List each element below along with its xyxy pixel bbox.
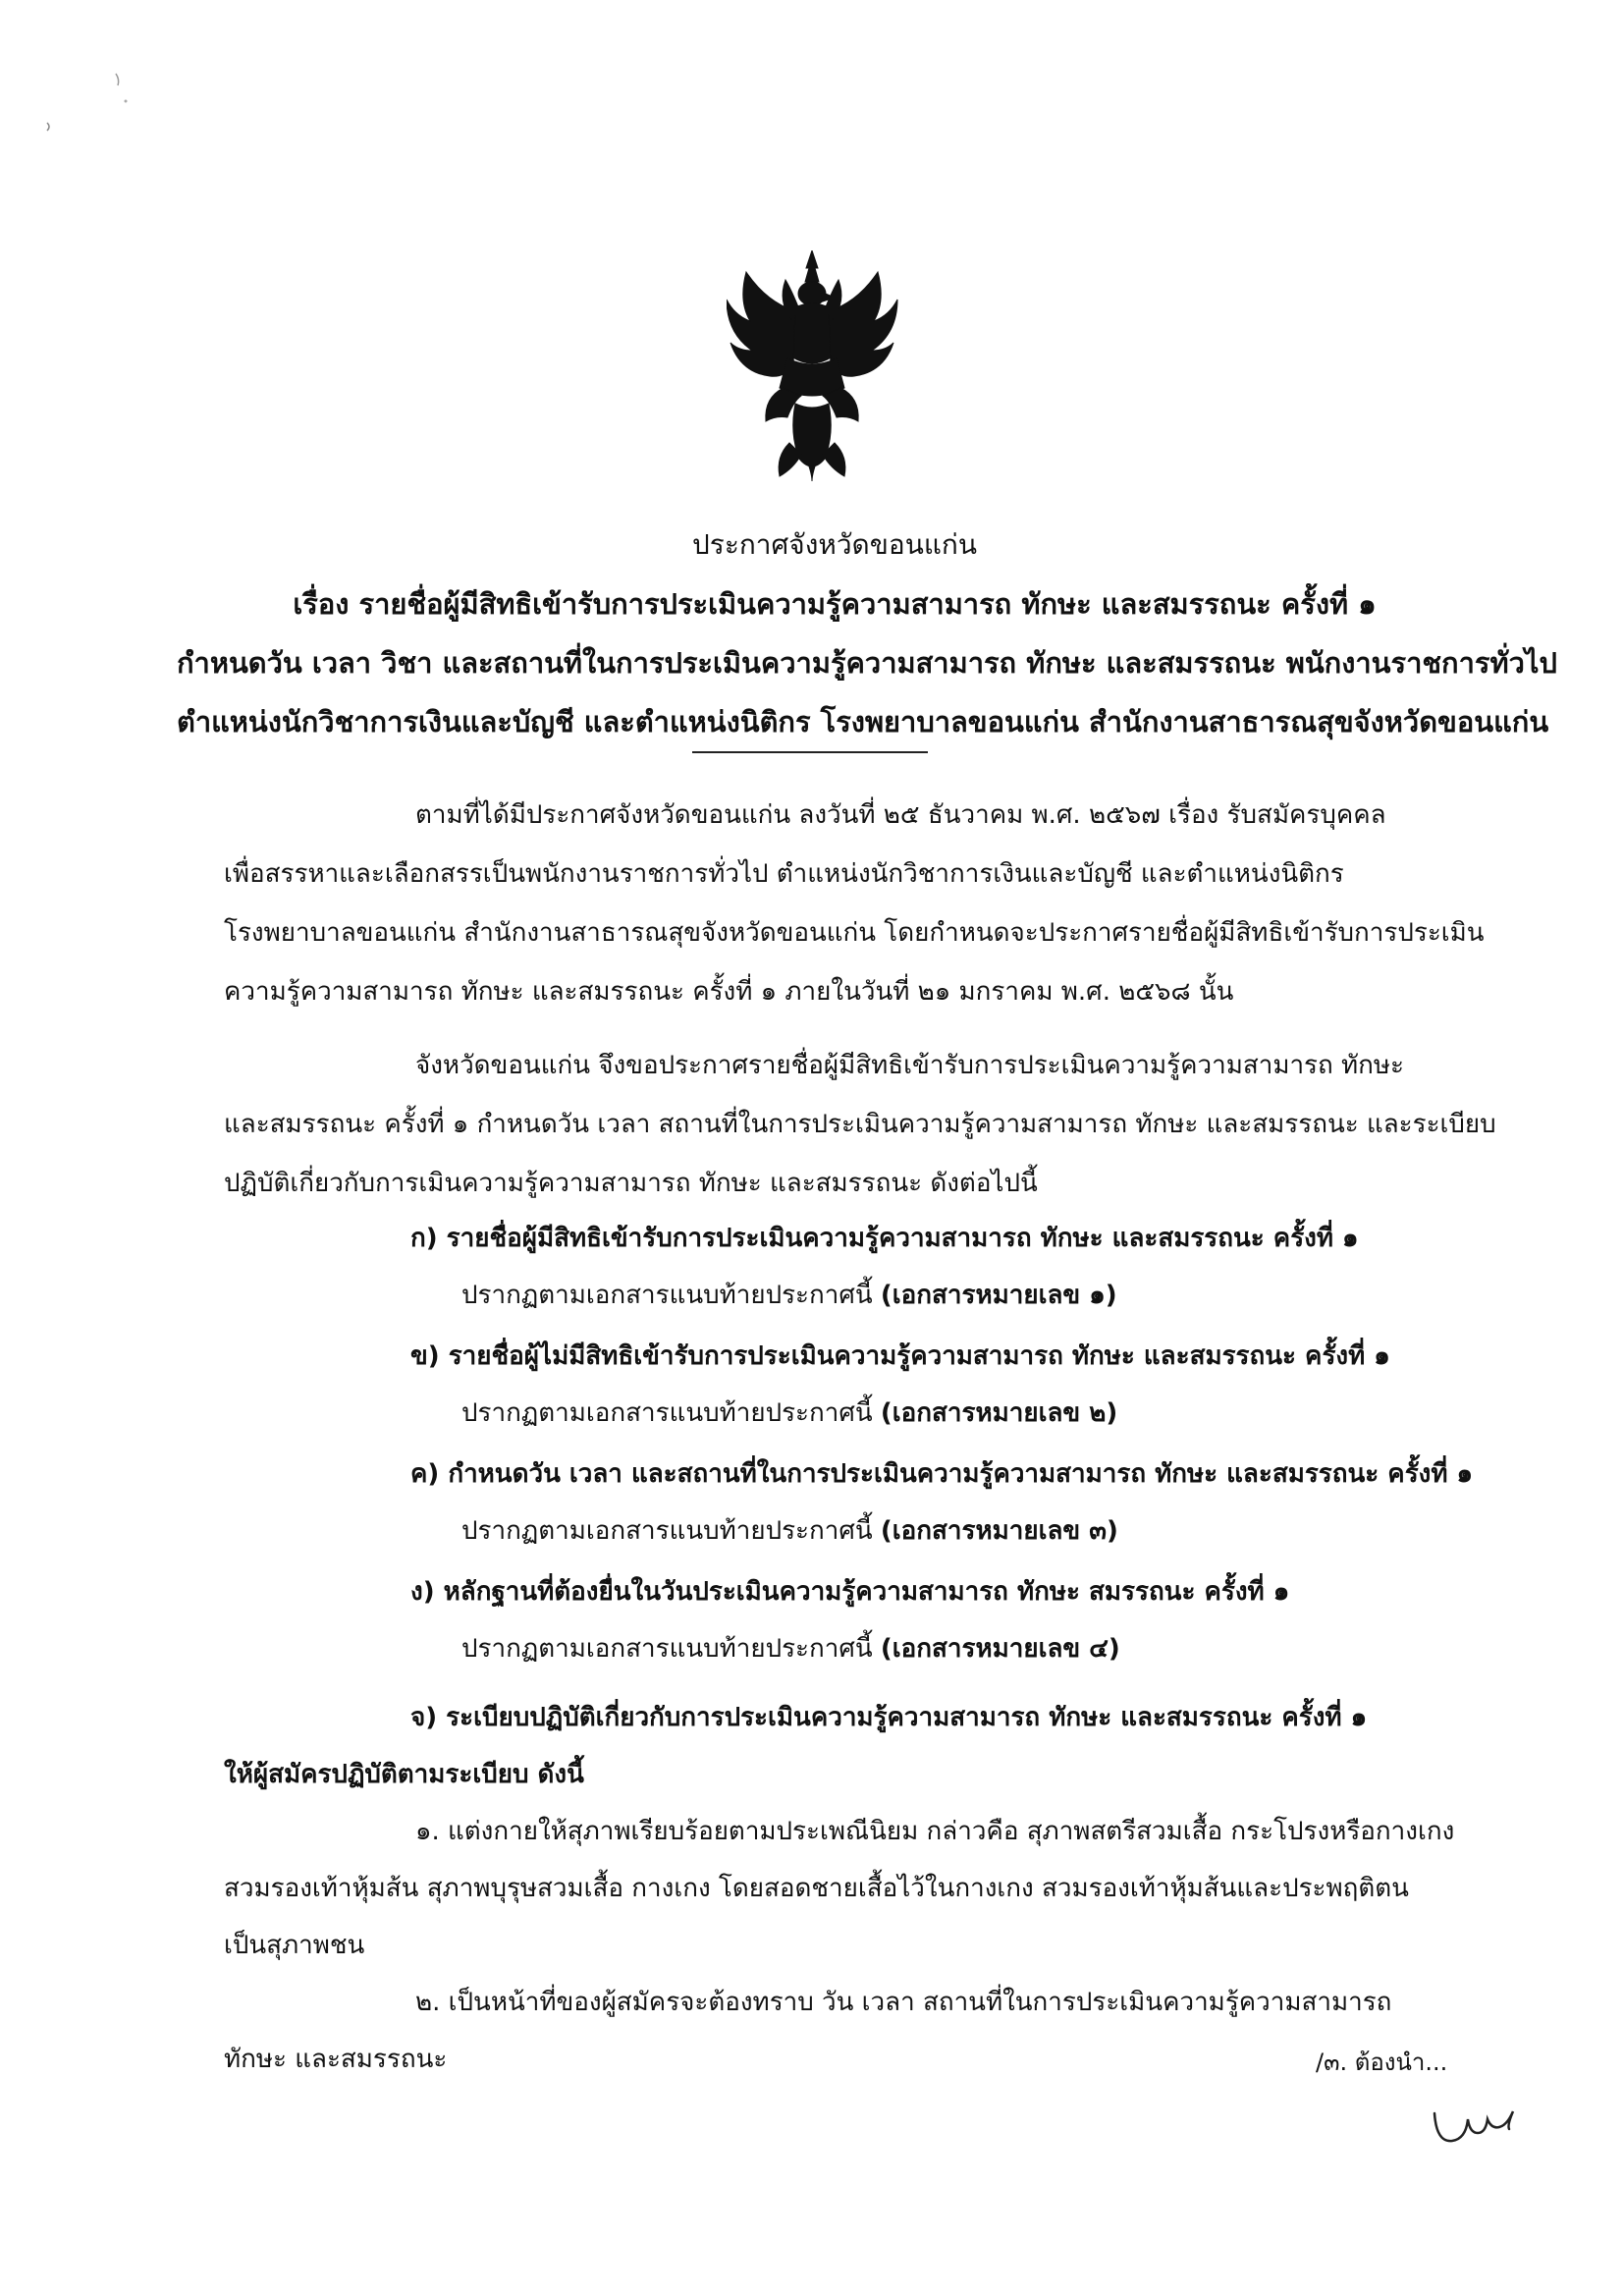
reference-text: ปรากฏตามเอกสารแนบท้ายประกาศนี้ <box>461 1281 873 1310</box>
document-number: (เอกสารหมายเลข ๔) <box>880 1634 1120 1664</box>
list-item-heading: ง) หลักฐานที่ต้องยื่นในวันประเมินความรู้ความสามารถ ทักษะ สมรรถนะ ครั้งที่ ๑ <box>410 1577 1290 1607</box>
rules-heading-line2: ให้ผู้สมัครปฏิบัติตามระเบียบ ดังนี้ <box>224 1760 584 1789</box>
rules-section <box>224 1689 1500 2088</box>
announcement-subject-line2: กำหนดวัน เวลา วิชา และสถานที่ในการประเมินความรู้ความสามารถ ทักษะ และสมรรถนะ พนักงานราชการทั่วไป <box>177 646 1557 680</box>
garuda-emblem <box>727 250 898 481</box>
announcement-subject-line3: ตำแหน่งนักวิชาการเงินและบัญชี และตำแหน่งนิติกร โรงพยาบาลขอนแก่น สำนักงานสาธารณสุขจังหวัดขอนแก่น <box>177 705 1549 738</box>
reference-text: ปรากฏตามเอกสารแนบท้ายประกาศนี้ <box>461 1398 873 1428</box>
initials-signature <box>1429 2092 1522 2151</box>
list-item-heading: ค) กำหนดวัน เวลา และสถานที่ในการประเมินความรู้ความสามารถ ทักษะ และสมรรถนะ ครั้งที่ ๑ <box>410 1459 1474 1489</box>
list-item-c <box>410 1446 1500 1559</box>
document-number: (เอกสารหมายเลข ๑) <box>880 1281 1117 1310</box>
paragraph-line: โรงพยาบาลขอนแก่น สำนักงานสาธารณสุขจังหวัดขอนแก่น โดยกำหนดจะประกาศรายชื่อผู้มีสิทธิเข้ารับการประเมิน <box>224 918 1485 948</box>
list-item-heading: ก) รายชื่อผู้มีสิทธิเข้ารับการประเมินความรู้ความสามารถ ทักษะ และสมรรถนะ ครั้งที่ ๑ <box>410 1224 1359 1253</box>
reference-text: ปรากฏตามเอกสารแนบท้ายประกาศนี้ <box>461 1634 873 1664</box>
rule-1-line: เป็นสุภาพชน <box>224 1931 365 1960</box>
paragraph-line: ตามที่ได้มีประกาศจังหวัดขอนแก่น ลงวันที่ ๒๕ ธันวาคม พ.ศ. ๒๕๖๗ เรื่อง รับสมัครบุคคล <box>415 800 1386 830</box>
paragraph-line: ความรู้ความสามารถ ทักษะ และสมรรถนะ ครั้งที่ ๑ ภายในวันที่ ๒๑ มกราคม พ.ศ. ๒๕๖๘ นั้น <box>224 977 1234 1007</box>
list-item-reference <box>410 1620 1500 1677</box>
rules-heading: จ) ระเบียบปฏิบัติเกี่ยวกับการประเมินความรู้ความสามารถ ทักษะ และสมรรถนะ ครั้งที่ ๑ <box>410 1703 1368 1732</box>
paragraph-2 <box>224 1036 1500 1213</box>
reference-text: ปรากฏตามเอกสารแนบท้ายประกาศนี้ <box>461 1516 873 1546</box>
rule-1-line: สวมรองเท้าหุ้มส้น สุภาพบุรุษสวมเสื้อ กางเกง โดยสอดชายเสื้อไว้ในกางเกง สวมรองเท้าหุ้มส้นและประพฤติตน <box>224 1874 1409 1903</box>
list-item-reference <box>410 1503 1500 1559</box>
rule-1-line: ๑. แต่งกายให้สุภาพเรียบร้อยตามประเพณีนิยม กล่าวคือ สุภาพสตรีสวมเสื้อ กระโปรงหรือกางเกง <box>415 1817 1455 1846</box>
paragraph-1 <box>224 786 1500 1021</box>
list-item-a <box>410 1210 1500 1324</box>
scan-specks <box>39 54 157 152</box>
announcement-issuer: ประกาศจังหวัดขอนแก่น <box>692 528 977 561</box>
list-item-heading: ข) รายชื่อผู้ไม่มีสิทธิเข้ารับการประเมินความรู้ความสามารถ ทักษะ และสมรรถนะ ครั้งที่ ๑ <box>410 1341 1390 1371</box>
document-number: (เอกสารหมายเลข ๒) <box>880 1398 1118 1428</box>
rule-2-line: ๒. เป็นหน้าที่ของผู้สมัครจะต้องทราบ วัน เวลา สถานที่ในการประเมินความรู้ความสามารถ <box>415 1988 1392 2017</box>
list-item-reference <box>410 1385 1500 1442</box>
title-divider <box>692 751 928 753</box>
document-number: (เอกสารหมายเลข ๓) <box>880 1516 1118 1546</box>
page-continuation: /๓. ต้องนำ... <box>1316 2049 1448 2076</box>
paragraph-line: ปฏิบัติเกี่ยวกับการเมินความรู้ความสามารถ ทักษะ และสมรรถนะ ดังต่อไปนี้ <box>224 1169 1038 1198</box>
paragraph-line: จังหวัดขอนแก่น จึงขอประกาศรายชื่อผู้มีสิทธิเข้ารับการประเมินความรู้ความสามารถ ทักษะ <box>415 1051 1405 1080</box>
list-item-d <box>410 1563 1500 1677</box>
list-item-b <box>410 1328 1500 1442</box>
rule-2-line: ทักษะ และสมรรถนะ <box>224 2045 448 2074</box>
list-item-reference <box>410 1267 1500 1324</box>
paragraph-line: และสมรรถนะ ครั้งที่ ๑ กำหนดวัน เวลา สถานที่ในการประเมินความรู้ความสามารถ ทักษะ และสมรรถนะ และระเบียบ <box>224 1110 1496 1139</box>
announcement-titles <box>177 516 1557 751</box>
paragraph-line: เพื่อสรรหาและเลือกสรรเป็นพนักงานราชการทั่วไป ตำแหน่งนักวิชาการเงินและบัญชี และตำแหน่งนิติกร <box>224 859 1344 889</box>
announcement-subject: เรื่อง รายชื่อผู้มีสิทธิเข้ารับการประเมินความรู้ความสามารถ ทักษะ และสมรรถนะ ครั้งที่ ๑ <box>293 587 1377 621</box>
